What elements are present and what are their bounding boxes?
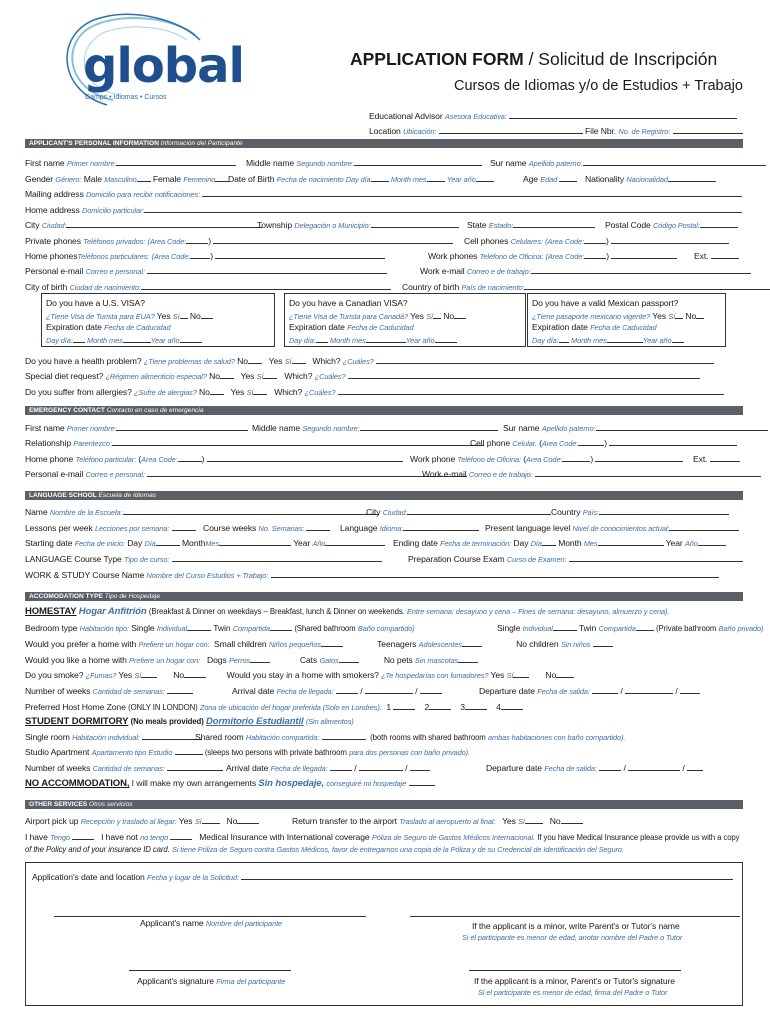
studio-apartment-field[interactable]: Studio Apartment Apartamento tipo Estudio (sleeps two persons with private bathroom para dos personas con baño privado). (25, 747, 470, 757)
homestay-departure-field[interactable]: Departure date Fecha de salida: / / (479, 685, 700, 696)
first-name-field[interactable]: First name Primer nombre: (25, 157, 236, 168)
canada-visa-expiration: Expiration date Fecha de Caducidad (289, 322, 414, 332)
parent-name-line[interactable] (410, 916, 740, 917)
applicant-signature-line[interactable] (129, 970, 291, 971)
private-phones-field[interactable]: Private phones Teléfonos privados: (Area Code: ) (25, 235, 453, 246)
us-visa-box[interactable] (41, 293, 275, 347)
personal-email-field[interactable]: Personal e-mail Correo e personal: (25, 265, 387, 276)
insurance-note: of the Policy and of your insurance ID card. Si tiene Póliza de Seguro contra Gastos Médicos, favor de entregarnos una copia de la Póliza y de su Credencial de Identificación del Seguro. (25, 845, 624, 854)
dorm-single-room-field[interactable]: Single room Habitación individual: (25, 731, 202, 742)
passport-options[interactable]: ¿Tiene pasaporte mexicano vigente? Yes Sí No (532, 310, 704, 321)
ec-ext-field[interactable]: Ext. (693, 453, 740, 464)
lessons-per-week-field[interactable]: Lessons per week Lecciones por semana: (25, 522, 196, 533)
bedroom-type-field[interactable]: Bedroom type Habitación tipo: Single Individual Twin Compartida (Shared bathroom Baño compartido) (25, 623, 415, 633)
application-date-field[interactable]: Application's date and location Fecha y lugar de la Solicitud: (32, 871, 733, 882)
section-other-services: OTHER SERVICES Otros servicios (25, 800, 743, 809)
form-subtitle: Cursos de Idiomas y/o de Estudios + Trabajo (454, 78, 743, 94)
mexican-passport-box[interactable] (527, 293, 726, 347)
no-accommodation-field[interactable]: NO ACCOMMODATION, I will make my own arrangements Sin hospedaje, conseguiré mi hospedaje (25, 777, 435, 789)
ext-field[interactable]: Ext. (694, 250, 739, 261)
location-field[interactable]: Location Ubicación: (369, 125, 583, 136)
parent-name-label: If the applicant is a minor, write Parent's or Tutor's name (472, 921, 680, 931)
applicant-name-label: Applicant's name Nombre del participante (140, 918, 283, 928)
relationship-field[interactable]: Relationship Parentezco: (25, 437, 484, 448)
home-address-field[interactable]: Home address Domicilio particular: (25, 204, 742, 215)
logo-tagline: Camps • Idiomas • Cursos (85, 94, 167, 101)
homestay-arrival-field[interactable]: Arrival date Fecha de llegada: / / (232, 685, 442, 696)
work-study-field[interactable]: WORK & STUDY Course Name Nombre del Curso Estudios + Trabajo: (25, 569, 719, 580)
dorm-arrival-field[interactable]: Arrival date Fecha de llegada: / / (226, 762, 430, 773)
course-weeks-field[interactable]: Course weeks No. Semanas: (203, 522, 330, 533)
ec-home-phone-field[interactable]: Home phone Teléfono particular: (Area Code: ) (25, 453, 403, 464)
school-city-field[interactable]: City Ciudad: (366, 506, 551, 517)
state-field[interactable]: State Estado: (467, 219, 595, 230)
prep-exam-field[interactable]: Preparation Course Exam Curso de Examen: (408, 553, 743, 564)
language-field[interactable]: Language Idioma: (340, 522, 479, 533)
dob-field[interactable]: Date of Birth Fecha de nacimiento Day día Month mes Year año (228, 173, 494, 184)
form-title: APPLICATION FORM / Solicitud de Inscripción (350, 49, 718, 69)
school-country-field[interactable]: Country País: (551, 506, 729, 517)
ec-first-name-field[interactable]: First name Primer nombre: (25, 422, 248, 433)
ec-surname-field[interactable]: Sur name Apellido paterno: (503, 422, 768, 433)
parent-name-label-es: Si el participante es menor de edad, anotar nombre del Padre o Tutor (462, 933, 683, 942)
dorm-shared-room-field[interactable]: Shared room Habitación compartida: (both rooms with shared bathroom ambas habitaciones con baño compartido). (195, 732, 626, 742)
canada-visa-box[interactable] (284, 293, 526, 347)
ec-personal-email-field[interactable]: Personal e-mail Correo e personal: (25, 468, 467, 479)
ec-cell-field[interactable]: Cell phone Celular. (Area Code: ) (470, 437, 737, 448)
postal-code-field[interactable]: Postal Code Código Postal: (605, 219, 738, 230)
surname-field[interactable]: Sur name Apellido paterno: (490, 157, 766, 168)
dormitory-heading: STUDENT DORMITORY (No meals provided) Dormitorio Estudiantil (Sin alimentos) (25, 716, 354, 727)
section-personal: APPLICANT'S PERSONAL INFORMATION Información del Participante (25, 139, 743, 148)
dorm-departure-field[interactable]: Departure date Fecha de salida: / / (486, 762, 703, 773)
passport-expiration: Expiration date Fecha de Caducidad (532, 322, 657, 332)
passport-date[interactable]: Day día: Month mes Year año (532, 334, 684, 345)
parent-signature-label: If the applicant is a minor, Parent's or Tutor's signature (474, 976, 675, 986)
insurance-field[interactable]: I have Tengo I have not no tengo Medical Insurance with International coverage Póliza de Seguro de Gastos Médicos Internacional. If you have Medical Insurance please provide us with a copy (25, 832, 740, 842)
starting-date-field[interactable]: Starting date Fecha de inicio: Day Día MonthMes Year Año (25, 537, 385, 548)
course-type-field[interactable]: LANGUAGE Course Type Tipo de curso: (25, 553, 382, 564)
ending-date-field[interactable]: Ending date Fecha de terminación: Day Día Month Mes Year Año (393, 537, 726, 548)
advisor-field[interactable]: Educational Advisor Asesora Educativa: (369, 110, 737, 121)
health-problem-field[interactable]: Do you have a health problem? ¿Tiene problemas de salud? No Yes Sí Which? ¿Cuáles? (25, 355, 714, 366)
us-visa-date[interactable]: Day día: Month mes Year año (46, 334, 202, 345)
section-language-school: LANGUAGE SCHOOL Escuela de Idiomas (25, 491, 743, 500)
country-of-birth-field[interactable]: Country of birth País de nacimiento: (402, 281, 770, 292)
language-level-field[interactable]: Present language level Nivel de conocimientos actual: (485, 522, 739, 533)
passport-question: Do you have a valid Mexican passport? (532, 298, 679, 308)
host-zone-field[interactable]: Preferred Host Home Zone (ONLY IN LONDON) Zona de ubicación del hogar preferida (Solo en Londres): 1 2 3 4 (25, 701, 523, 712)
bedroom-private-field[interactable]: Single Individual Twin Compartida (Private bathroom Baño privado) (497, 623, 764, 633)
smoke-field[interactable]: Do you smoke? ¿Fumas? Yes Sí No Would you stay in a home with smokers? ¿Te hospedarías con fumadores? Yes Sí No (25, 669, 574, 680)
work-phones-field[interactable]: Work phones Teléfono de Oficina: (Area Code: ) (428, 250, 677, 261)
parent-signature-line[interactable] (469, 970, 681, 971)
us-visa-expiration: Expiration date Fecha de Caducidad (46, 322, 171, 332)
special-diet-field[interactable]: Special diet request? ¿Régimen alimenticio especial? No Yes Sí Which? ¿Cuáles? (25, 370, 700, 381)
middle-name-field[interactable]: Middle name Segundo nombre: (246, 157, 482, 168)
age-field[interactable]: Age Edad (523, 173, 577, 184)
township-field[interactable]: Township Delegación o Municipio: (257, 219, 459, 230)
home-phones-field[interactable]: Home phonesTeléfonos particulares: (Area Code: ) (25, 250, 385, 261)
logo-word: global (83, 38, 244, 94)
parent-signature-label-es: Si el participante es menor de edad, firma del Padre o Tutor (478, 988, 668, 997)
ec-work-email-field[interactable]: Work e-mail Correo e de trabajo: (422, 468, 761, 479)
gender-field[interactable]: Gender Género: Male Masculino Female Femenino (25, 173, 229, 184)
applicant-name-line[interactable] (54, 916, 366, 917)
prefer-home-field[interactable]: Would you prefer a home with Prefiere un hogar con: Small children Niños pequeños Teenagers Adolescentes No children Sin niños (25, 638, 613, 649)
airport-pickup-field[interactable]: Airport pick up Recepción y traslado al llegar: Yes Sí No (25, 815, 259, 826)
us-visa-question: Do you have a U.S. VISA? (46, 298, 145, 308)
school-name-field[interactable]: Name Nombre de la Escuela: (25, 506, 379, 517)
ec-middle-name-field[interactable]: Middle name Segundo nombre: (252, 422, 498, 433)
work-email-field[interactable]: Work e-mail Correo e de trabajo: (420, 265, 751, 276)
applicant-signature-label: Applicant's signature Firma del participante (137, 976, 286, 986)
homestay-heading: HOMESTAY Hogar Anfitrión (Breakfast & Dinner on weekdays – Breakfast, lunch & Dinner on weekends. Entre semana: desayuno y cena – Fines de semana: desayuno, almuerzo y cena). (25, 606, 670, 617)
mailing-address-field[interactable]: Mailing address Domicilio para recibir notificaciones: (25, 188, 742, 199)
return-transfer-field[interactable]: Return transfer to the airport Traslado al aeropuerto al final: Yes Sí No (292, 815, 583, 826)
cell-phones-field[interactable]: Cell phones Celulares: (Area Code: ) (464, 235, 729, 246)
homestay-weeks-field[interactable]: Number of weeks Cantidad de semanas: (25, 685, 193, 696)
dorm-weeks-field[interactable]: Number of weeks Cantidad de semanas: (25, 762, 223, 773)
canada-visa-options[interactable]: ¿Tiene Visa de Turista para Canadá? Yes Sí No (289, 310, 466, 321)
city-of-birth-field[interactable]: City of birth Ciudad de nacimiento: (25, 281, 391, 292)
section-accommodation: ACCOMODATION TYPE Tipo de Hospedaje (25, 592, 743, 601)
canada-visa-question: Do you have a Canadian VISA? (289, 298, 408, 308)
nationality-field[interactable]: Nationality Nacionalidad (585, 173, 716, 184)
section-emergency: EMERGENCY CONTACT Contacto en caso de emergencia (25, 406, 743, 415)
ec-work-phone-field[interactable]: Work phone Teléfono de Oficina: (Area Code: ) (410, 453, 683, 464)
us-visa-options[interactable]: ¿Tiene Visa de Turista para EUA? Yes Sí No (46, 310, 213, 321)
pets-field[interactable]: Would you like a home with Prefiere un hogar con: Dogs Perros Cats Gatos No pets Sin mascotas (25, 654, 478, 665)
city-field[interactable]: City Ciudad: (25, 219, 262, 230)
logo (55, 10, 244, 110)
file-number-field[interactable]: File Nbr. No. de Registro: (585, 125, 743, 136)
canada-visa-date[interactable]: Day día: Month mes Year año (289, 334, 457, 345)
allergies-field[interactable]: Do you suffer from allergies? ¿Sufre de alergias? No Yes Sí Which? ¿Cuáles? (25, 386, 724, 397)
